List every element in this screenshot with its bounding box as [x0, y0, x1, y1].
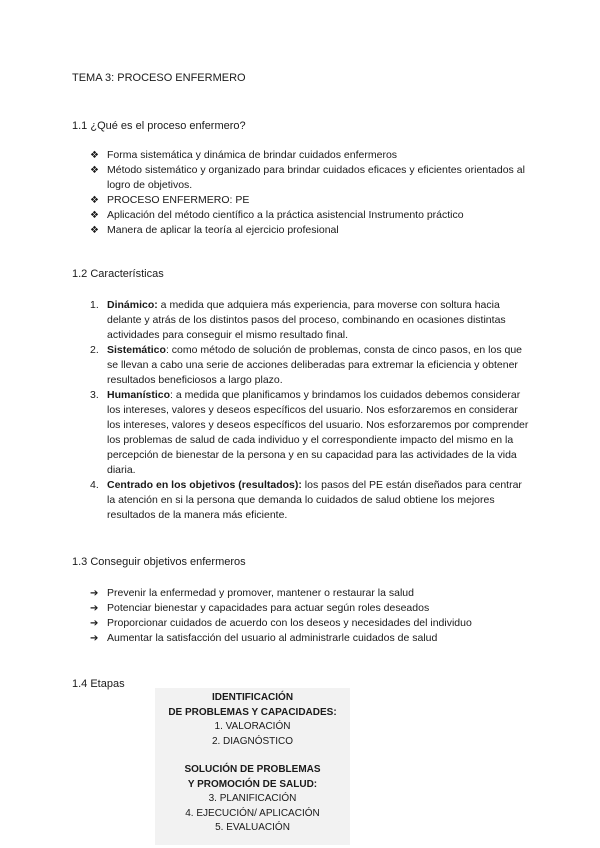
list-item: ➔ Proporcionar cuidados de acuerdo con los deseos y necesidades del individuo [90, 617, 472, 629]
term: Sistemático [107, 344, 166, 356]
list-item: ❖ Manera de aplicar la teoría al ejercicio profesional [90, 224, 339, 236]
list-item: ❖ Aplicación del método científico a la práctica asistencial Instrumento práctico [90, 209, 464, 221]
stage-step: 4. EJECUCIÓN/ APLICACIÓN [185, 807, 320, 819]
diamond-bullet-icon: ❖ [90, 195, 99, 206]
stage-step: 1. VALORACIÓN [214, 721, 291, 732]
section1-list [90, 148, 530, 238]
section-heading-2: 1.2 Características [72, 268, 164, 280]
list-item: 1. Dinámico: a medida que adquiera más experiencia, para moverse con soltura hacia delante y atrás de los distintos pasos del proceso, combinando en ocasiones distintas actividades para conseguir el mismo resultado final. [90, 299, 506, 341]
diamond-bullet-icon: ❖ [90, 165, 99, 176]
list-item: 3. Humanístico: a medida que planificamos y brindamos los cuidados debemos considerar los intereses, valores y deseos específicos del usuario. Nos esforzaremos en considerar los intereses, valores y deseos específicos del usuario. Nos esforzaremos por comprender los problemas de salud de cada individuo y el correspondiente impacto del mismo en la percepción de bienestar de la persona y en su capacidad para las actividades de la vida diaria. [90, 389, 529, 476]
list-item: ➔ Potenciar bienestar y capacidades para actuar según roles deseados [90, 602, 430, 614]
stages-box [155, 688, 350, 845]
arrow-bullet-icon: ➔ [90, 588, 99, 599]
list-item: ➔ Prevenir la enfermedad y promover, mantener o restaurar la salud [90, 587, 414, 599]
stage-group-title: Y PROMOCIÓN DE SALUD: [187, 778, 318, 790]
term: Dinámico: [107, 299, 158, 311]
arrow-bullet-icon: ➔ [90, 603, 99, 614]
list-item: 4. Centrado en los objetivos (resultados): los pasos del PE están diseñados para centrar la atención en si la persona que demanda lo cuidados de salud obtiene los mejores resultados de la manera más eficiente. [90, 479, 522, 521]
term: Centrado en los objetivos (resultados): [107, 479, 302, 491]
list-item: 2. Sistemático: como método de solución de problemas, consta de cinco pasos, en los que se llevan a cabo una serie de acciones deliberadas para extremar la eficiencia y obtener resultados beneficiosos a largo plazo. [90, 344, 522, 386]
diamond-bullet-icon: ❖ [90, 225, 99, 236]
stage-step: 5. EVALUACIÓN [215, 822, 290, 833]
term: Humanístico [107, 389, 171, 401]
stage-group-title: IDENTIFICACIÓN [211, 692, 294, 703]
arrow-bullet-icon: ➔ [90, 618, 99, 629]
stage-step: 3. PLANIFICACIÓN [208, 793, 297, 804]
diamond-bullet-icon: ❖ [90, 150, 99, 161]
diamond-bullet-icon: ❖ [90, 210, 99, 221]
list-item: ❖ Método sistemático y organizado para brindar cuidados eficaces y eficientes orientados al logro de objetivos. [90, 164, 525, 191]
arrow-bullet-icon: ➔ [90, 633, 99, 644]
stage-group-title: SOLUCIÓN DE PROBLEMAS [184, 764, 321, 775]
stage-step: 2. DIAGNÓSTICO [211, 735, 294, 747]
list-item: ➔ Aumentar la satisfacción del usuario al administrarle cuidados de salud [90, 632, 438, 644]
section3-list [90, 586, 530, 646]
list-item: ❖ Forma sistemática y dinámica de brindar cuidados enfermeros [90, 149, 398, 161]
stage-group-title: DE PROBLEMAS Y CAPACIDADES: [168, 706, 337, 718]
section-heading-1: 1.1 ¿Qué es el proceso enfermero? [72, 120, 246, 132]
section2-list [90, 298, 530, 523]
section-heading-4: 1.4 Etapas [72, 678, 125, 690]
page-title: TEMA 3: PROCESO ENFERMERO [72, 72, 246, 84]
list-item: ❖ PROCESO ENFERMERO: PE [90, 194, 250, 206]
section-heading-3: 1.3 Conseguir objetivos enfermeros [72, 556, 246, 568]
